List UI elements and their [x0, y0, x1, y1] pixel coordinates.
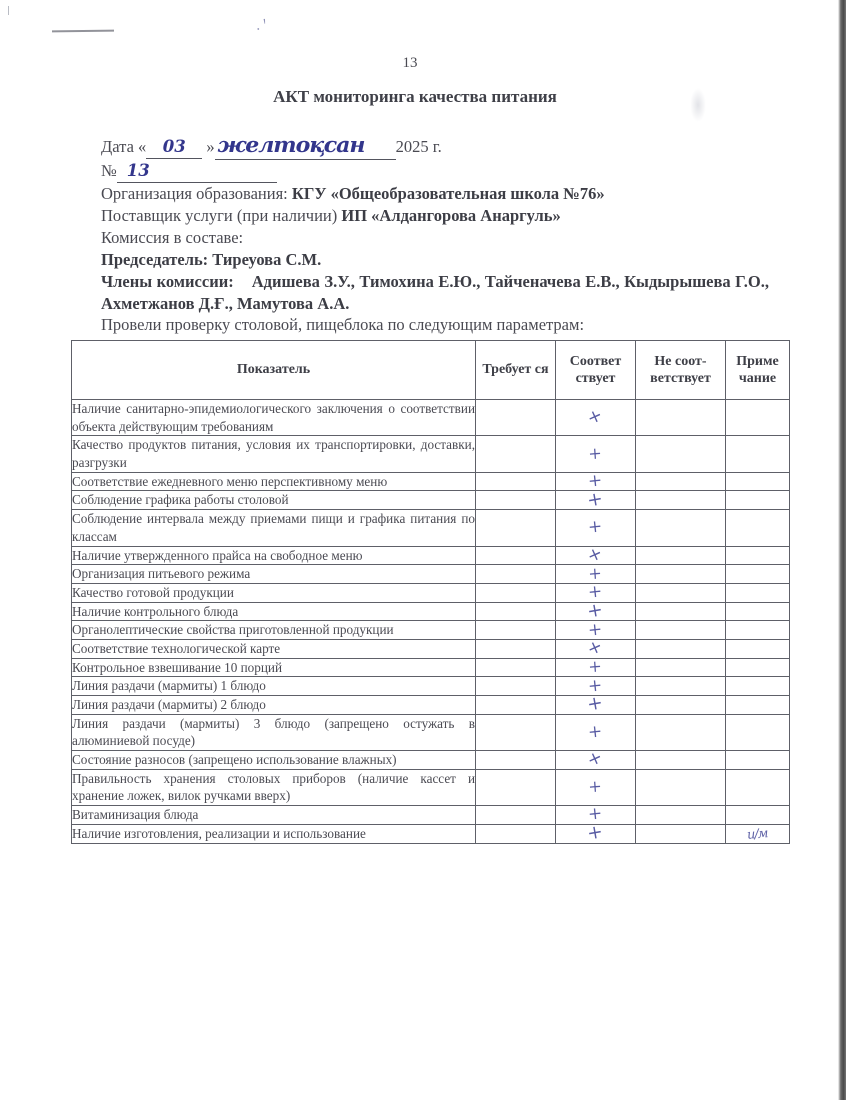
cell-indicator: Линия раздачи (мармиты) 3 блюдо (запрещено остужать в алюминиевой посуде) — [72, 714, 476, 750]
cell-non-compliant — [636, 565, 726, 584]
cell-indicator: Линия раздачи (мармиты) 1 блюдо — [72, 677, 476, 696]
handwritten-plus-mark: + — [587, 581, 604, 603]
cell-note — [726, 639, 790, 658]
cell-compliant — [556, 598, 636, 624]
cell-indicator: Соответствие ежедневного меню перспективному меню — [72, 472, 476, 491]
cell-note — [726, 696, 790, 715]
table-row — [72, 806, 790, 825]
handwritten-plus-mark: + — [588, 443, 603, 464]
cell-required — [476, 621, 556, 640]
cell-note — [726, 751, 790, 770]
cell-non-compliant — [636, 400, 726, 436]
cell-note — [726, 546, 790, 565]
handwritten-plus-mark: + — [585, 820, 606, 846]
cell-non-compliant — [636, 769, 726, 805]
cell-note — [726, 769, 790, 805]
table-row — [72, 602, 790, 621]
cell-non-compliant — [636, 639, 726, 658]
table-row — [72, 824, 790, 843]
handwritten-plus-mark: + — [587, 516, 604, 539]
cell-required — [476, 696, 556, 715]
cell-indicator: Наличие изготовления, реализации и использование — [72, 824, 476, 843]
date-label-prefix: Дата « — [101, 137, 147, 156]
table-row — [72, 714, 790, 750]
scan-edge-artifact — [838, 0, 846, 1100]
cell-compliant — [556, 692, 636, 717]
cell-compliant — [556, 436, 636, 472]
number-line — [101, 160, 791, 183]
members-value: Адишева З.У., Тимохина Е.Ю., Тайченачева Е.В., Кыдырышева Г.О., Ахметжанов Д.Ғ., Мамутова А.А. — [101, 271, 769, 313]
cell-required — [476, 639, 556, 658]
cell-compliant — [556, 400, 636, 436]
cell-required — [476, 677, 556, 696]
table-row — [72, 677, 790, 696]
date-year-suffix: 2025 г. — [395, 137, 442, 156]
cell-required — [476, 491, 556, 510]
cell-indicator: Правильность хранения столовых приборов (наличие кассет и хранение ложек, вилок ручками вверх) — [72, 769, 476, 805]
table-row — [72, 751, 790, 770]
cell-compliant — [556, 746, 636, 773]
cell-required — [476, 714, 556, 750]
members-label: Члены комиссии: — [101, 271, 234, 291]
handwritten-plus-mark: + — [587, 721, 604, 743]
cell-required — [476, 769, 556, 805]
table-row — [72, 491, 790, 510]
cell-non-compliant — [636, 472, 726, 491]
table-body — [72, 400, 790, 844]
cell-indicator: Органолептические свойства приготовленной продукции — [72, 621, 476, 640]
cell-required — [476, 602, 556, 621]
cell-indicator: Витаминизация блюда — [72, 806, 476, 825]
cell-non-compliant — [636, 621, 726, 640]
cell-compliant — [556, 820, 636, 846]
cell-note — [726, 436, 790, 472]
handwritten-plus-mark: + — [585, 487, 606, 512]
date-month-value: желтоқсан — [217, 132, 364, 157]
handwritten-plus-mark: + — [584, 404, 607, 430]
members-line — [101, 271, 769, 315]
organization-label: Организация образования: — [101, 183, 288, 203]
cell-non-compliant — [636, 436, 726, 472]
cell-non-compliant — [636, 602, 726, 621]
cell-non-compliant — [636, 806, 726, 825]
table-row — [72, 621, 790, 640]
table-row — [72, 546, 790, 565]
column-header-compliant: Соответ ствует — [556, 341, 636, 400]
cell-required — [476, 751, 556, 770]
handwritten-note: и/м — [746, 825, 769, 843]
cell-non-compliant — [636, 583, 726, 602]
handwritten-plus-mark: + — [587, 803, 604, 826]
table-row — [72, 510, 790, 546]
table-row — [72, 769, 790, 805]
table-header-row — [72, 341, 790, 400]
cell-indicator: Организация питьевого режима — [72, 565, 476, 584]
handwritten-plus-mark: + — [588, 657, 603, 677]
cell-note — [726, 658, 790, 677]
supplier-value: ИП «Алдангорова Анаргуль» — [341, 205, 561, 225]
supplier-label: Поставщик услуги (при наличии) — [101, 205, 338, 225]
handwritten-plus-mark: + — [588, 563, 603, 584]
organization-line — [101, 183, 791, 205]
cell-compliant — [556, 487, 636, 512]
table-row — [72, 639, 790, 658]
cell-note — [726, 583, 790, 602]
cell-non-compliant — [636, 824, 726, 843]
scan-tick-artifact — [8, 6, 9, 15]
handwritten-plus-mark: + — [584, 746, 607, 773]
supplier-line — [101, 205, 791, 227]
cell-compliant — [556, 542, 636, 568]
table-row — [72, 565, 790, 584]
cell-required — [476, 583, 556, 602]
number-value: 13 — [117, 160, 277, 183]
cell-required — [476, 658, 556, 677]
commission-label: Комиссия в составе: — [101, 227, 244, 247]
handwritten-plus-mark: + — [584, 635, 607, 661]
handwritten-plus-mark: + — [588, 777, 603, 797]
cell-non-compliant — [636, 677, 726, 696]
chairman-label: Председатель: — [101, 249, 209, 269]
handwritten-plus-mark: + — [585, 692, 606, 717]
cell-indicator: Контрольное взвешивание 10 порций — [72, 658, 476, 677]
cell-indicator: Соблюдение интервала между приемами пищи и графика питания по классам — [72, 510, 476, 546]
scan-smudge-artifact — [52, 30, 114, 33]
cell-compliant — [556, 635, 636, 661]
cell-note — [726, 510, 790, 546]
cell-required — [476, 510, 556, 546]
cell-compliant — [556, 510, 636, 546]
handwritten-plus-mark: + — [587, 470, 604, 492]
table-row — [72, 400, 790, 436]
cell-note — [726, 400, 790, 436]
cell-non-compliant — [636, 510, 726, 546]
table-row — [72, 436, 790, 472]
cell-note — [726, 806, 790, 825]
column-header-indicator: Показатель — [72, 341, 476, 400]
scan-ink-mark-artifact: .ꞌ — [255, 16, 272, 34]
handwritten-plus-mark: + — [587, 674, 604, 697]
cell-note — [726, 565, 790, 584]
page-title: АКТ мониторинга качества питания — [273, 87, 557, 106]
cell-required — [476, 565, 556, 584]
organization-value: КГУ «Общеобразовательная школа №76» — [291, 183, 605, 203]
cell-required — [476, 436, 556, 472]
cell-non-compliant — [636, 491, 726, 510]
cell-non-compliant — [636, 696, 726, 715]
cell-compliant — [556, 565, 636, 584]
cell-note — [726, 602, 790, 621]
date-line — [101, 131, 791, 160]
inspection-table — [71, 340, 790, 844]
table-row — [72, 583, 790, 602]
cell-indicator: Соблюдение графика работы столовой — [72, 491, 476, 510]
table-row — [72, 658, 790, 677]
cell-note — [726, 677, 790, 696]
cell-indicator: Наличие санитарно-эпидемиологического заключения о соответствии объекта действующим требованиям — [72, 400, 476, 436]
table-row — [72, 472, 790, 491]
chairman-line — [101, 249, 791, 271]
handwritten-plus-mark: + — [585, 598, 606, 624]
column-header-required: Требует ся — [476, 341, 556, 400]
cell-required — [476, 824, 556, 843]
cell-compliant — [556, 769, 636, 805]
column-header-note: Приме чание — [726, 341, 790, 400]
page-number: 13 — [402, 55, 418, 71]
chairman-value: Тиреуова С.М. — [212, 249, 322, 269]
cell-required — [476, 472, 556, 491]
date-day-value: 03 — [146, 136, 202, 159]
cell-indicator: Качество готовой продукции — [72, 583, 476, 602]
cell-compliant — [556, 658, 636, 677]
cell-indicator: Качество продуктов питания, условия их транспортировки, доставки, разгрузки — [72, 436, 476, 472]
date-label-mid: » — [206, 137, 215, 156]
cell-note — [726, 472, 790, 491]
cell-note — [726, 491, 790, 510]
cell-non-compliant — [636, 714, 726, 750]
cell-non-compliant — [636, 658, 726, 677]
cell-note — [726, 621, 790, 640]
handwritten-plus-mark: + — [587, 618, 604, 641]
cell-required — [476, 806, 556, 825]
cell-indicator: Наличие контрольного блюда — [72, 602, 476, 621]
cell-indicator: Наличие утвержденного прайса на свободное меню — [72, 546, 476, 565]
cell-note — [726, 714, 790, 750]
cell-non-compliant — [636, 546, 726, 565]
table-row — [72, 696, 790, 715]
cell-indicator: Состояние разносов (запрещено использование влажных) — [72, 751, 476, 770]
intro-line: Провели проверку столовой, пищеблока по следующим параметрам: — [101, 315, 585, 335]
cell-indicator: Соответствие технологической карте — [72, 639, 476, 658]
document-metadata-block — [101, 131, 791, 336]
cell-required — [476, 546, 556, 565]
cell-non-compliant — [636, 751, 726, 770]
column-header-non-compliant: Не соот- ветствует — [636, 341, 726, 400]
cell-indicator: Линия раздачи (мармиты) 2 блюдо — [72, 696, 476, 715]
number-label: № — [101, 160, 117, 180]
cell-compliant — [556, 714, 636, 750]
cell-required — [476, 400, 556, 436]
cell-note — [726, 824, 790, 843]
handwritten-plus-mark: + — [584, 542, 607, 568]
